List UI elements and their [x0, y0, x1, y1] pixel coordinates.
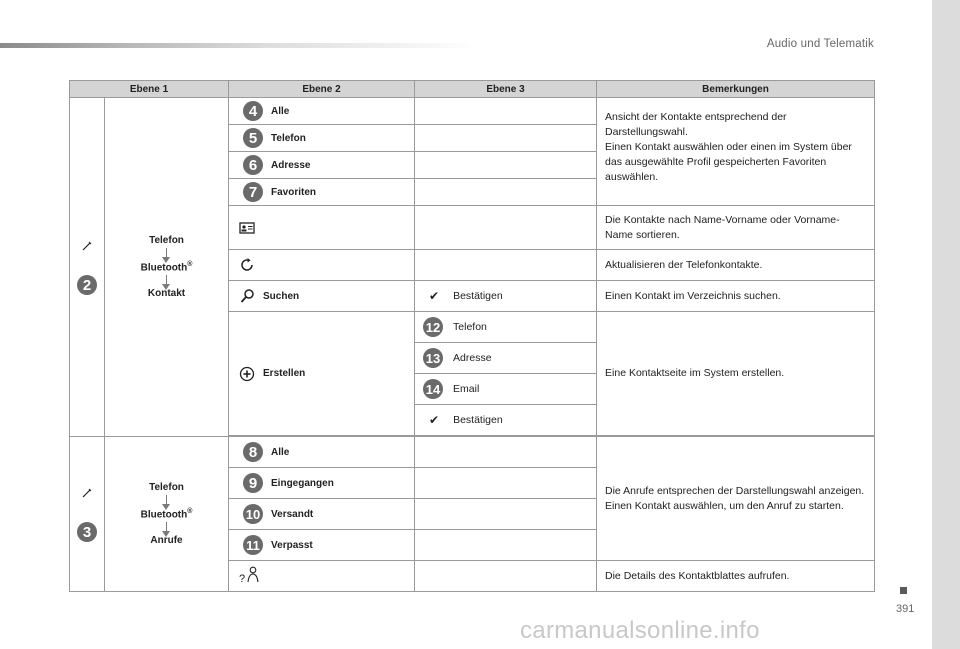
l3-empty — [415, 206, 597, 250]
l3-create-email[interactable] — [415, 374, 597, 405]
page-marker — [900, 587, 907, 594]
menu-kontakt: Kontakt — [147, 288, 186, 300]
pencil-icon[interactable] — [81, 486, 93, 502]
contact-card-icon[interactable] — [237, 218, 257, 238]
help-person-icon[interactable] — [237, 565, 263, 585]
page-number: 391 — [896, 603, 915, 615]
l2-calls-alle[interactable] — [229, 437, 415, 468]
l3-label: Bestätigen — [453, 290, 503, 302]
l2-telefon[interactable] — [229, 125, 415, 152]
step-badge-6: 6 — [243, 155, 263, 175]
l2-verpasst[interactable] — [229, 530, 415, 561]
l3-label: Adresse — [453, 352, 492, 364]
l2-details[interactable] — [229, 561, 415, 592]
step-badge-9: 9 — [243, 473, 263, 493]
l2-label: Alle — [271, 446, 290, 458]
l2-label: Erstellen — [263, 368, 306, 379]
l2-sort[interactable] — [229, 206, 415, 250]
l2-adresse[interactable] — [229, 152, 415, 179]
search-icon[interactable] — [237, 286, 257, 306]
l2-label: Alle — [271, 105, 290, 117]
section-title: Audio und Telematik — [766, 38, 874, 50]
arrow-down-icon — [166, 522, 167, 532]
arrow-down-icon — [166, 495, 167, 505]
group2-menu-path — [105, 437, 229, 592]
l2-label: Versandt — [271, 508, 314, 520]
menu-telefon: Telefon — [149, 481, 184, 493]
remark-create: Eine Kontaktseite im System erstellen. — [597, 312, 875, 436]
l2-label: Verpasst — [271, 539, 313, 551]
group1-menu-path — [105, 98, 229, 437]
l3-empty — [415, 530, 597, 561]
l2-favoriten[interactable] — [229, 179, 415, 206]
check-icon: ✔ — [429, 289, 440, 303]
step-badge-3: 3 — [77, 522, 97, 542]
group1-icon-cell — [70, 98, 105, 437]
pencil-icon[interactable] — [81, 239, 93, 255]
l2-label: Telefon — [271, 132, 306, 144]
l3-label: Email — [453, 383, 480, 395]
l2-search[interactable] — [229, 281, 415, 312]
remark-search: Einen Kontakt im Verzeichnis suchen. — [597, 281, 875, 312]
menu-telefon: Telefon — [149, 234, 184, 246]
table-header-row — [70, 81, 875, 98]
refresh-icon[interactable] — [237, 255, 257, 275]
group2-icon-cell — [70, 437, 105, 592]
menu-bluetooth: Bluetooth — [140, 509, 188, 521]
l3-empty — [415, 125, 597, 152]
l3-create-adresse[interactable] — [415, 343, 597, 374]
l3-label: Telefon — [453, 321, 487, 333]
l3-empty — [415, 152, 597, 179]
add-circle-icon[interactable] — [237, 364, 257, 384]
remark-refresh: Aktualisieren der Telefonkontakte. — [597, 250, 875, 281]
svg-text:?: ? — [239, 573, 246, 584]
header-bemerkungen: Bemerkungen — [597, 81, 875, 98]
reg-mark: ® — [187, 507, 193, 515]
remark-view: Ansicht der Kontakte entsprechend der Darstellungswahl. Einen Kontakt auswählen oder einen im System über das ausgewählte Profil gespeicherten Favoriten auswählen. — [597, 98, 875, 206]
arrow-down-icon — [166, 275, 167, 285]
l3-create-confirm[interactable] — [415, 405, 597, 436]
header-ebene-1: Ebene 1 — [70, 81, 229, 98]
l2-label: Suchen — [263, 290, 300, 302]
step-badge-4: 4 — [243, 101, 263, 121]
l3-empty — [415, 179, 597, 206]
l3-empty — [415, 250, 597, 281]
l2-label: Eingegangen — [271, 477, 334, 489]
remark-sort: Die Kontakte nach Name-Vorname oder Vorname-Name sortieren. — [597, 206, 875, 250]
top-decor-bar — [0, 43, 480, 48]
l3-empty — [415, 468, 597, 499]
remark-calls: Die Anrufe entsprechen der Darstellungswahl anzeigen. Einen Kontakt auswählen, um den Anruf zu starten. — [597, 437, 875, 561]
step-badge-7: 7 — [243, 182, 263, 202]
l3-empty — [415, 561, 597, 592]
table-row — [70, 437, 875, 468]
l3-empty — [415, 437, 597, 468]
step-badge-10: 10 — [243, 504, 263, 524]
reg-mark: ® — [187, 260, 193, 268]
menu-bluetooth: Bluetooth — [140, 262, 188, 274]
check-icon: ✔ — [429, 413, 440, 427]
l3-label: Bestätigen — [453, 414, 503, 426]
step-badge-11: 11 — [243, 535, 263, 555]
l2-eingegangen[interactable] — [229, 468, 415, 499]
side-tab — [932, 0, 960, 649]
step-badge-12: 12 — [423, 317, 443, 337]
l2-label: Favoriten — [271, 186, 317, 198]
header-ebene-2: Ebene 2 — [229, 81, 415, 98]
step-badge-5: 5 — [243, 128, 263, 148]
remark-details: Die Details des Kontaktblattes aufrufen. — [597, 561, 875, 592]
menu-table — [69, 80, 875, 592]
l3-search-confirm[interactable] — [415, 281, 597, 312]
step-badge-14: 14 — [423, 379, 443, 399]
l2-alle[interactable] — [229, 98, 415, 125]
l3-empty — [415, 499, 597, 530]
header-ebene-3: Ebene 3 — [415, 81, 597, 98]
menu-anrufe: Anrufe — [150, 535, 183, 547]
watermark: carmanualsonline.info — [520, 617, 760, 644]
table-row — [70, 98, 875, 125]
l2-create[interactable] — [229, 312, 415, 436]
l3-empty — [415, 98, 597, 125]
step-badge-13: 13 — [423, 348, 443, 368]
l2-refresh[interactable] — [229, 250, 415, 281]
step-badge-8: 8 — [243, 442, 263, 462]
arrow-down-icon — [166, 248, 167, 258]
l2-label: Adresse — [271, 159, 311, 171]
l3-create-telefon[interactable] — [415, 312, 597, 343]
step-badge-2: 2 — [77, 275, 97, 295]
l2-versandt[interactable] — [229, 499, 415, 530]
